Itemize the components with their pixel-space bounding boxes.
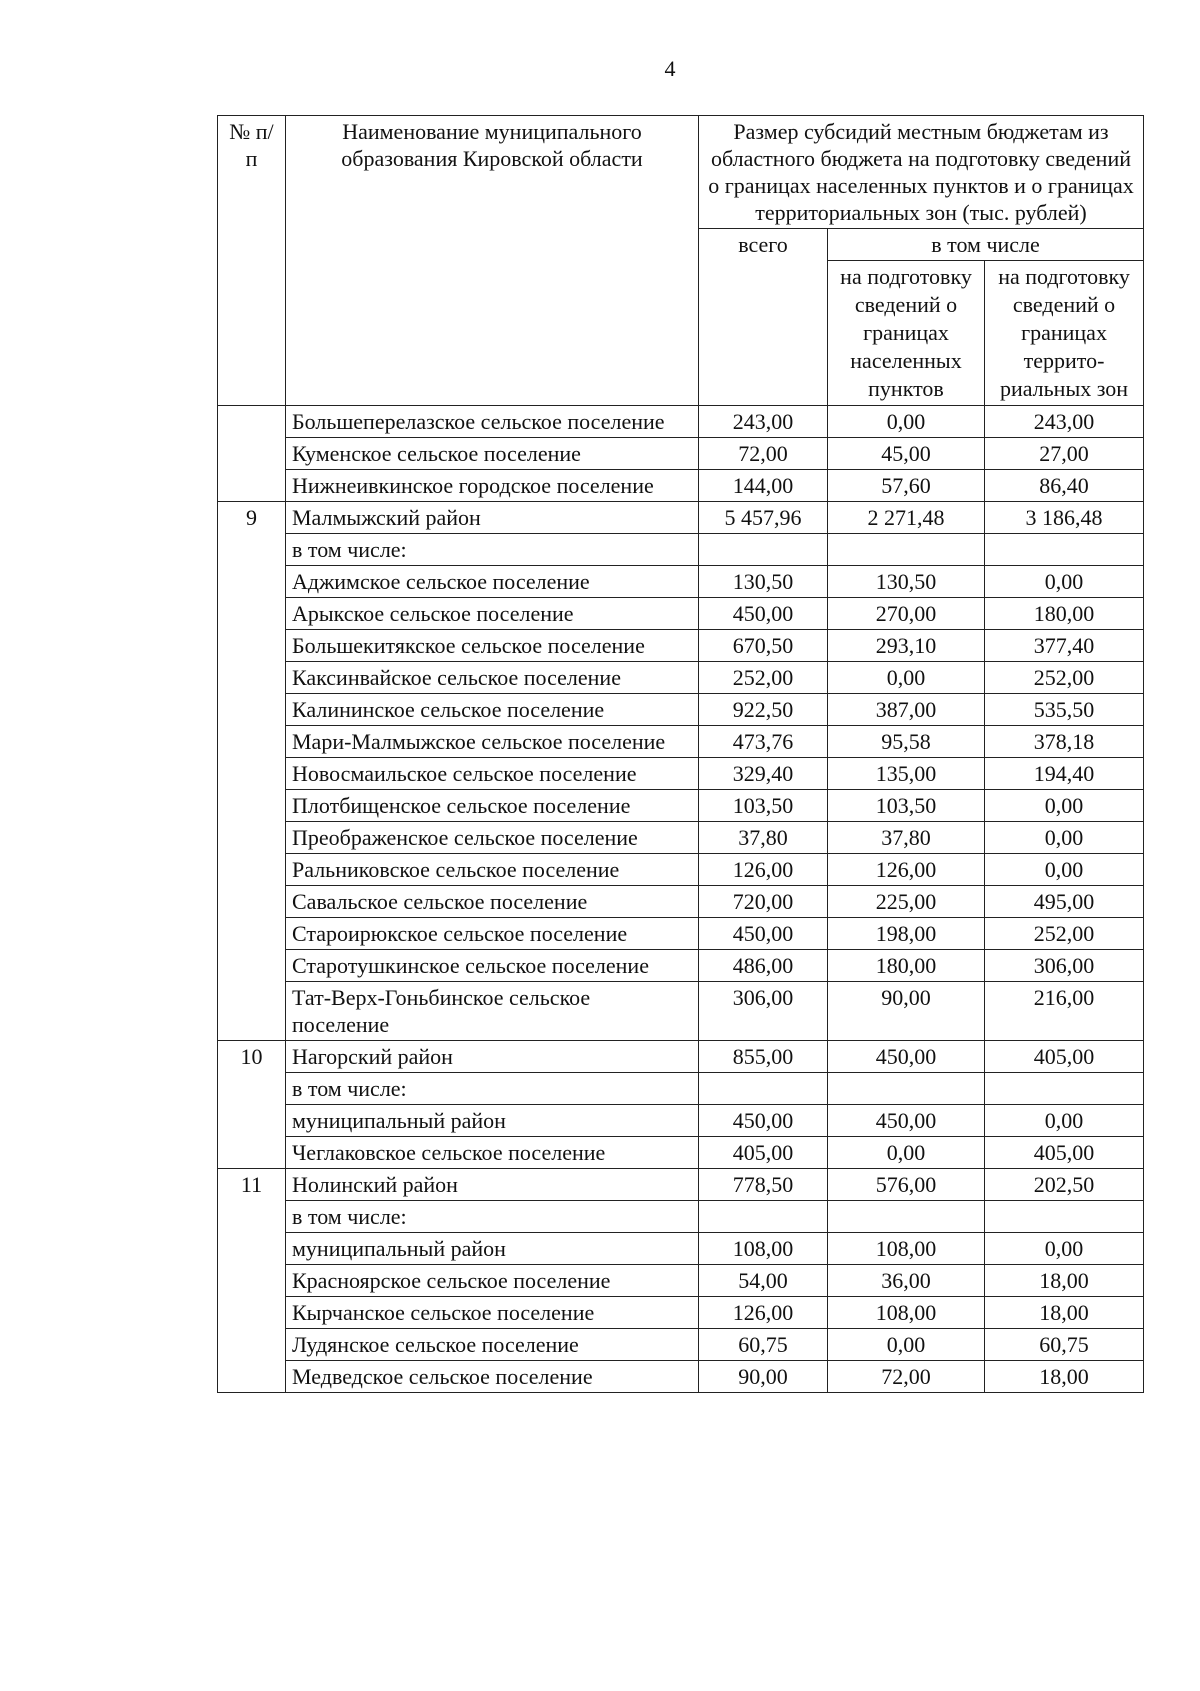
row-name: Тат-Верх-Гоньбинское сельское поселение [286,982,699,1041]
table-row [218,950,1144,982]
row-total: 72,00 [699,438,828,470]
row-settlements: 135,00 [828,758,985,790]
row-number [218,790,286,822]
row-total: 329,40 [699,758,828,790]
table-row [218,1041,1144,1073]
row-total: 103,50 [699,790,828,822]
table-row [218,758,1144,790]
row-settlements: 450,00 [828,1041,985,1073]
row-zones: 405,00 [985,1041,1144,1073]
header-total: всего [699,229,828,406]
row-name: Нижнеивкинское городское поселение [286,470,699,502]
row-zones: 0,00 [985,1233,1144,1265]
row-total: 778,50 [699,1169,828,1201]
table-row [218,438,1144,470]
row-number [218,598,286,630]
row-total: 670,50 [699,630,828,662]
row-total: 126,00 [699,1297,828,1329]
row-total: 60,75 [699,1329,828,1361]
row-settlements: 270,00 [828,598,985,630]
row-number [218,438,286,470]
header-zones: на подготовку сведений о границах террито-риальных зон [985,261,1144,406]
row-total: 450,00 [699,1105,828,1137]
table-row [218,470,1144,502]
table-row [218,822,1144,854]
table-row [218,1169,1144,1201]
row-zones: 194,40 [985,758,1144,790]
row-settlements: 45,00 [828,438,985,470]
table-row [218,982,1144,1041]
row-total: 306,00 [699,982,828,1041]
row-number [218,758,286,790]
row-number [218,1137,286,1169]
row-zones: 18,00 [985,1265,1144,1297]
row-name: Лудянское сельское поселение [286,1329,699,1361]
header-settlements: на подготовку сведений о границах населенных пунктов [828,261,985,406]
row-settlements: 130,50 [828,566,985,598]
row-zones: 86,40 [985,470,1144,502]
row-zones: 216,00 [985,982,1144,1041]
row-number [218,822,286,854]
row-number [218,982,286,1041]
row-number [218,406,286,438]
row-name: Нолинский район [286,1169,699,1201]
row-settlements: 0,00 [828,1329,985,1361]
row-number [218,630,286,662]
row-total: 5 457,96 [699,502,828,534]
row-total [699,534,828,566]
row-total: 108,00 [699,1233,828,1265]
row-settlements: 225,00 [828,886,985,918]
row-total: 486,00 [699,950,828,982]
row-number: 9 [218,502,286,534]
table-row [218,1297,1144,1329]
row-zones: 378,18 [985,726,1144,758]
table-row [218,1361,1144,1393]
row-number [218,1073,286,1105]
row-settlements: 198,00 [828,918,985,950]
row-name: Большеперелазское сельское поселение [286,406,699,438]
row-name: Нагорский район [286,1041,699,1073]
row-number [218,470,286,502]
row-zones: 377,40 [985,630,1144,662]
row-number [218,1105,286,1137]
row-number [218,1361,286,1393]
row-name: Малмыжский район [286,502,699,534]
table-body [218,406,1144,1393]
row-settlements [828,1201,985,1233]
row-zones: 405,00 [985,1137,1144,1169]
row-name: Куменское сельское поселение [286,438,699,470]
row-settlements: 0,00 [828,662,985,694]
table-row [218,662,1144,694]
table-row [218,854,1144,886]
table-row [218,566,1144,598]
header-amount: Размер субсидий местным бюджетам из областного бюджета на подготовку сведений о границах населенных пунктов и о границах территориальных зон (тыс. рублей) [699,116,1144,229]
row-total: 855,00 [699,1041,828,1073]
row-total [699,1073,828,1105]
table-row [218,790,1144,822]
row-name: Плотбищенское сельское поселение [286,790,699,822]
row-zones: 18,00 [985,1297,1144,1329]
subsidies-table [217,115,1144,1393]
row-number [218,854,286,886]
row-number: 10 [218,1041,286,1073]
row-zones: 535,50 [985,694,1144,726]
table-row [218,1137,1144,1169]
row-settlements: 2 271,48 [828,502,985,534]
row-settlements: 95,58 [828,726,985,758]
row-settlements: 126,00 [828,854,985,886]
row-settlements: 36,00 [828,1265,985,1297]
row-zones: 0,00 [985,566,1144,598]
table-row [218,502,1144,534]
row-total: 450,00 [699,918,828,950]
row-number [218,726,286,758]
row-total: 720,00 [699,886,828,918]
row-name: Староирюкское сельское поселение [286,918,699,950]
row-settlements: 450,00 [828,1105,985,1137]
row-zones: 495,00 [985,886,1144,918]
table-row [218,630,1144,662]
row-name: Каксинвайское сельское поселение [286,662,699,694]
row-settlements: 108,00 [828,1233,985,1265]
row-number [218,1329,286,1361]
table-row [218,598,1144,630]
row-settlements: 387,00 [828,694,985,726]
row-zones [985,1201,1144,1233]
row-settlements: 72,00 [828,1361,985,1393]
row-total [699,1201,828,1233]
row-zones: 0,00 [985,822,1144,854]
row-zones: 18,00 [985,1361,1144,1393]
row-number [218,918,286,950]
table-row [218,1105,1144,1137]
row-name: муниципальный район [286,1105,699,1137]
row-number [218,886,286,918]
table-row [218,726,1144,758]
row-zones: 180,00 [985,598,1144,630]
row-total: 473,76 [699,726,828,758]
row-zones: 306,00 [985,950,1144,982]
table-row [218,886,1144,918]
page-number: 4 [664,56,676,81]
row-name: муниципальный район [286,1233,699,1265]
table-row [218,406,1144,438]
row-zones: 0,00 [985,854,1144,886]
row-name: Чеглаковское сельское поселение [286,1137,699,1169]
row-name: Савальское сельское поселение [286,886,699,918]
row-settlements: 57,60 [828,470,985,502]
table-row [218,694,1144,726]
row-number [218,662,286,694]
row-name: Новосмаильское сельское поселение [286,758,699,790]
row-name: в том числе: [286,1201,699,1233]
table-row [218,918,1144,950]
row-number [218,566,286,598]
row-zones [985,1073,1144,1105]
row-total: 252,00 [699,662,828,694]
row-settlements [828,1073,985,1105]
row-zones: 243,00 [985,406,1144,438]
row-settlements: 0,00 [828,406,985,438]
row-zones: 3 186,48 [985,502,1144,534]
row-name: Аджимское сельское поселение [286,566,699,598]
row-total: 54,00 [699,1265,828,1297]
row-settlements [828,534,985,566]
row-total: 126,00 [699,854,828,886]
row-number [218,694,286,726]
table-row [218,534,1144,566]
row-name: Мари-Малмыжское сельское поселение [286,726,699,758]
row-number [218,1297,286,1329]
header-name: Наименование муниципального образования Кировской области [286,116,699,406]
row-zones: 0,00 [985,790,1144,822]
row-zones: 252,00 [985,662,1144,694]
row-total: 144,00 [699,470,828,502]
row-total: 450,00 [699,598,828,630]
row-total: 130,50 [699,566,828,598]
row-total: 90,00 [699,1361,828,1393]
table-row [218,1201,1144,1233]
row-settlements: 90,00 [828,982,985,1041]
row-number [218,534,286,566]
row-zones: 252,00 [985,918,1144,950]
row-zones: 60,75 [985,1329,1144,1361]
row-settlements: 180,00 [828,950,985,982]
row-name: в том числе: [286,1073,699,1105]
row-number [218,1265,286,1297]
row-name: Калининское сельское поселение [286,694,699,726]
row-name: Большекитякское сельское поселение [286,630,699,662]
row-name: Арыкское сельское поселение [286,598,699,630]
row-number [218,1233,286,1265]
row-number: 11 [218,1169,286,1201]
row-zones [985,534,1144,566]
header-num: № п/п [218,116,286,406]
row-total: 243,00 [699,406,828,438]
row-settlements: 108,00 [828,1297,985,1329]
row-zones: 27,00 [985,438,1144,470]
row-name: Старотушкинское сельское поселение [286,950,699,982]
row-total: 37,80 [699,822,828,854]
row-zones: 0,00 [985,1105,1144,1137]
row-number [218,950,286,982]
row-zones: 202,50 [985,1169,1144,1201]
row-total: 922,50 [699,694,828,726]
header-including: в том числе [828,229,1144,261]
row-name: Медведское сельское поселение [286,1361,699,1393]
row-settlements: 0,00 [828,1137,985,1169]
row-name: Кырчанское сельское поселение [286,1297,699,1329]
row-name: в том числе: [286,534,699,566]
row-name: Преображенское сельское поселение [286,822,699,854]
row-name: Ральниковское сельское поселение [286,854,699,886]
row-name: Красноярское сельское поселение [286,1265,699,1297]
table-row [218,1233,1144,1265]
table-header [218,116,1144,406]
row-settlements: 103,50 [828,790,985,822]
row-total: 405,00 [699,1137,828,1169]
row-settlements: 37,80 [828,822,985,854]
table-row [218,1329,1144,1361]
row-settlements: 293,10 [828,630,985,662]
table-row [218,1265,1144,1297]
row-settlements: 576,00 [828,1169,985,1201]
table-row [218,1073,1144,1105]
row-number [218,1201,286,1233]
